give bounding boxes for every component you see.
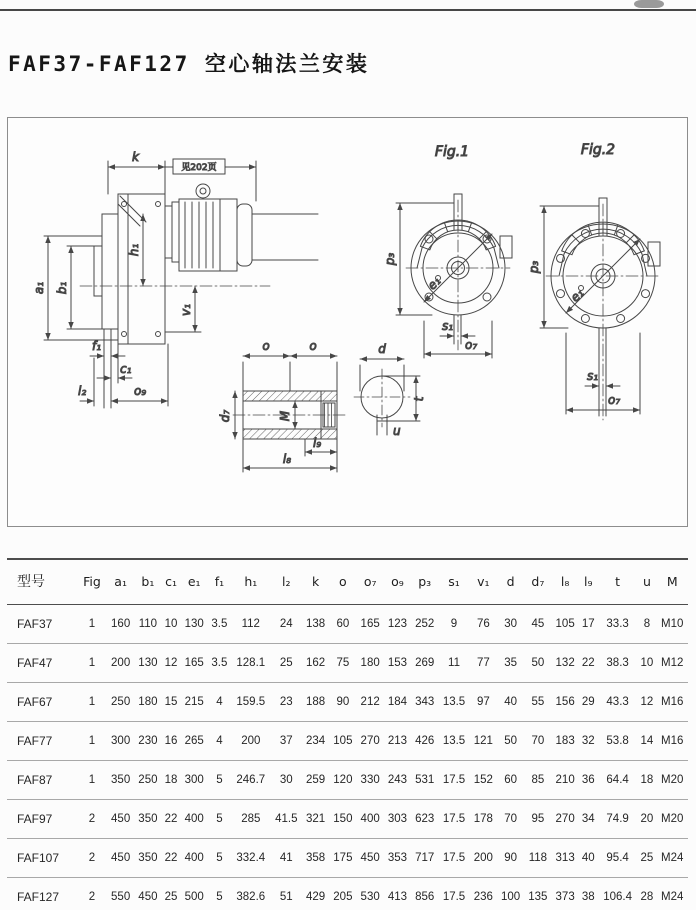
value-cell: 382.6 bbox=[231, 878, 271, 910]
value-cell: 350 bbox=[134, 800, 161, 839]
column-header: f₁ bbox=[208, 559, 231, 605]
value-cell: 25 bbox=[271, 644, 302, 683]
column-header: d₇ bbox=[524, 559, 551, 605]
value-cell: 35 bbox=[497, 644, 524, 683]
value-cell: 110 bbox=[134, 605, 161, 644]
model-cell: FAF87 bbox=[7, 761, 77, 800]
value-cell: 1 bbox=[77, 761, 107, 800]
table-row bbox=[7, 800, 688, 839]
dim-label-o-left: o bbox=[262, 339, 270, 353]
value-cell: 43.3 bbox=[598, 683, 638, 722]
value-cell: 13.5 bbox=[438, 722, 469, 761]
table-wrap bbox=[7, 558, 688, 910]
value-cell: 55 bbox=[524, 683, 551, 722]
header-row bbox=[7, 559, 688, 605]
technical-drawing bbox=[8, 118, 687, 526]
value-cell: 33.3 bbox=[598, 605, 638, 644]
value-cell: 250 bbox=[107, 683, 134, 722]
value-cell: 856 bbox=[411, 878, 438, 910]
value-cell: 150 bbox=[329, 800, 356, 839]
value-cell: 3.5 bbox=[208, 644, 231, 683]
value-cell: 300 bbox=[181, 761, 208, 800]
value-cell: M12 bbox=[656, 644, 688, 683]
value-cell: 1 bbox=[77, 683, 107, 722]
logo-fragment bbox=[634, 0, 664, 8]
value-cell: 24 bbox=[271, 605, 302, 644]
value-cell: 2 bbox=[77, 800, 107, 839]
column-header: d bbox=[497, 559, 524, 605]
value-cell: 70 bbox=[524, 722, 551, 761]
value-cell: 184 bbox=[384, 683, 411, 722]
value-cell: M10 bbox=[656, 605, 688, 644]
value-cell: 426 bbox=[411, 722, 438, 761]
value-cell: 28 bbox=[637, 878, 656, 910]
value-cell: 120 bbox=[329, 761, 356, 800]
value-cell: 205 bbox=[329, 878, 356, 910]
value-cell: 75 bbox=[329, 644, 356, 683]
dim-label-s1-fig1: s₁ bbox=[442, 319, 454, 333]
value-cell: 25 bbox=[637, 839, 656, 878]
value-cell: 9 bbox=[438, 605, 469, 644]
value-cell: 15 bbox=[162, 683, 181, 722]
value-cell: 180 bbox=[134, 683, 161, 722]
column-header: h₁ bbox=[231, 559, 271, 605]
value-cell: 429 bbox=[302, 878, 329, 910]
value-cell: 95 bbox=[524, 800, 551, 839]
value-cell: 175 bbox=[329, 839, 356, 878]
top-divider bbox=[0, 9, 696, 11]
table-row bbox=[7, 683, 688, 722]
dim-label-h1: h₁ bbox=[127, 243, 141, 257]
value-cell: 40 bbox=[579, 839, 598, 878]
value-cell: 270 bbox=[357, 722, 384, 761]
value-cell: 97 bbox=[470, 683, 497, 722]
value-cell: 450 bbox=[357, 839, 384, 878]
dim-label-f1: f₁ bbox=[92, 339, 102, 353]
value-cell: 156 bbox=[552, 683, 579, 722]
dim-label-d7: d₇ bbox=[218, 409, 232, 423]
dim-label-d: d bbox=[378, 342, 386, 356]
value-cell: 180 bbox=[357, 644, 384, 683]
value-cell: 243 bbox=[384, 761, 411, 800]
value-cell: 153 bbox=[384, 644, 411, 683]
dim-label-o9: o₉ bbox=[134, 384, 147, 398]
value-cell: 38 bbox=[579, 878, 598, 910]
value-cell: 10 bbox=[162, 605, 181, 644]
dim-label-s1-fig2: s₁ bbox=[587, 369, 599, 383]
model-cell: FAF67 bbox=[7, 683, 77, 722]
value-cell: 450 bbox=[107, 800, 134, 839]
value-cell: 51 bbox=[271, 878, 302, 910]
column-header: Fig bbox=[77, 559, 107, 605]
value-cell: 70 bbox=[497, 800, 524, 839]
value-cell: 2 bbox=[77, 839, 107, 878]
value-cell: 17.5 bbox=[438, 761, 469, 800]
dimension-table bbox=[7, 558, 688, 910]
value-cell: 60 bbox=[329, 605, 356, 644]
column-header: l₈ bbox=[552, 559, 579, 605]
value-cell: 123 bbox=[384, 605, 411, 644]
value-cell: 14 bbox=[637, 722, 656, 761]
value-cell: 13.5 bbox=[438, 683, 469, 722]
column-header: v₁ bbox=[470, 559, 497, 605]
value-cell: 18 bbox=[637, 761, 656, 800]
value-cell: 45 bbox=[524, 605, 551, 644]
dim-label-o-right: o bbox=[309, 339, 317, 353]
value-cell: 64.4 bbox=[598, 761, 638, 800]
value-cell: 5 bbox=[208, 800, 231, 839]
value-cell: 530 bbox=[357, 878, 384, 910]
value-cell: 18 bbox=[162, 761, 181, 800]
value-cell: 450 bbox=[134, 878, 161, 910]
value-cell: 50 bbox=[497, 722, 524, 761]
dim-label-o7-fig2: o₇ bbox=[608, 393, 621, 407]
dim-label-v1: v₁ bbox=[179, 304, 193, 316]
value-cell: 138 bbox=[302, 605, 329, 644]
value-cell: 4 bbox=[208, 683, 231, 722]
value-cell: 77 bbox=[470, 644, 497, 683]
value-cell: 128.1 bbox=[231, 644, 271, 683]
column-header: s₁ bbox=[438, 559, 469, 605]
dim-label-l8: l₈ bbox=[282, 452, 292, 466]
value-cell: 41 bbox=[271, 839, 302, 878]
dim-label-p3-fig2: p₃ bbox=[527, 260, 541, 274]
value-cell: 37 bbox=[271, 722, 302, 761]
value-cell: 159.5 bbox=[231, 683, 271, 722]
value-cell: 183 bbox=[552, 722, 579, 761]
value-cell: 236 bbox=[470, 878, 497, 910]
value-cell: 332.4 bbox=[231, 839, 271, 878]
value-cell: 165 bbox=[181, 644, 208, 683]
value-cell: 32 bbox=[579, 722, 598, 761]
value-cell: 213 bbox=[384, 722, 411, 761]
value-cell: 500 bbox=[181, 878, 208, 910]
dim-label-e1-fig1: e₁ bbox=[424, 273, 444, 293]
column-header: u bbox=[637, 559, 656, 605]
value-cell: 135 bbox=[524, 878, 551, 910]
value-cell: 132 bbox=[552, 644, 579, 683]
column-header: k bbox=[302, 559, 329, 605]
table-row bbox=[7, 644, 688, 683]
value-cell: 188 bbox=[302, 683, 329, 722]
column-header: p₃ bbox=[411, 559, 438, 605]
dim-label-u: u bbox=[393, 424, 401, 438]
value-cell: 30 bbox=[497, 605, 524, 644]
value-cell: 252 bbox=[411, 605, 438, 644]
value-cell: 40 bbox=[497, 683, 524, 722]
value-cell: 303 bbox=[384, 800, 411, 839]
value-cell: 11 bbox=[438, 644, 469, 683]
value-cell: 165 bbox=[357, 605, 384, 644]
value-cell: 90 bbox=[497, 839, 524, 878]
value-cell: 300 bbox=[107, 722, 134, 761]
value-cell: 60 bbox=[497, 761, 524, 800]
value-cell: 210 bbox=[552, 761, 579, 800]
value-cell: 250 bbox=[134, 761, 161, 800]
dim-label-t: t bbox=[412, 396, 426, 402]
value-cell: 400 bbox=[181, 800, 208, 839]
value-cell: 200 bbox=[470, 839, 497, 878]
value-cell: 313 bbox=[552, 839, 579, 878]
column-header: e₁ bbox=[181, 559, 208, 605]
dimension-table-body bbox=[7, 605, 688, 910]
drawing-panel bbox=[7, 117, 688, 527]
dim-label-k: k bbox=[132, 150, 139, 164]
value-cell: 20 bbox=[637, 800, 656, 839]
value-cell: 270 bbox=[552, 800, 579, 839]
value-cell: 30 bbox=[271, 761, 302, 800]
value-cell: 1 bbox=[77, 722, 107, 761]
value-cell: 162 bbox=[302, 644, 329, 683]
model-cell: FAF97 bbox=[7, 800, 77, 839]
hollow-shaft-detail bbox=[218, 339, 347, 472]
dim-label-c1: c₁ bbox=[120, 362, 132, 376]
value-cell: 22 bbox=[162, 839, 181, 878]
model-cell: FAF37 bbox=[7, 605, 77, 644]
dim-label-a1: a₁ bbox=[32, 281, 46, 295]
value-cell: 74.9 bbox=[598, 800, 638, 839]
value-cell: 358 bbox=[302, 839, 329, 878]
value-cell: 269 bbox=[411, 644, 438, 683]
side-view-gearmotor bbox=[32, 150, 318, 408]
model-cell: FAF107 bbox=[7, 839, 77, 878]
dim-label-l2: l₂ bbox=[78, 384, 87, 398]
value-cell: 12 bbox=[637, 683, 656, 722]
dim-label-M: M bbox=[278, 410, 292, 422]
page-title: FAF37-FAF127 空心轴法兰安装 bbox=[8, 52, 370, 76]
value-cell: 450 bbox=[107, 839, 134, 878]
value-cell: 34 bbox=[579, 800, 598, 839]
value-cell: 413 bbox=[384, 878, 411, 910]
value-cell: M20 bbox=[656, 761, 688, 800]
value-cell: 1 bbox=[77, 605, 107, 644]
value-cell: 29 bbox=[579, 683, 598, 722]
value-cell: 234 bbox=[302, 722, 329, 761]
column-header: o bbox=[329, 559, 356, 605]
table-row bbox=[7, 761, 688, 800]
value-cell: 3.5 bbox=[208, 605, 231, 644]
value-cell: 400 bbox=[357, 800, 384, 839]
fig1-front-view bbox=[383, 144, 512, 358]
value-cell: 53.8 bbox=[598, 722, 638, 761]
column-header: b₁ bbox=[134, 559, 161, 605]
value-cell: 8 bbox=[637, 605, 656, 644]
value-cell: 41.5 bbox=[271, 800, 302, 839]
value-cell: 531 bbox=[411, 761, 438, 800]
value-cell: 350 bbox=[134, 839, 161, 878]
value-cell: 100 bbox=[497, 878, 524, 910]
value-cell: 17 bbox=[579, 605, 598, 644]
value-cell: 130 bbox=[181, 605, 208, 644]
value-cell: 105 bbox=[552, 605, 579, 644]
shaft-cross-section bbox=[354, 342, 426, 438]
table-row bbox=[7, 722, 688, 761]
value-cell: 400 bbox=[181, 839, 208, 878]
value-cell: 350 bbox=[107, 761, 134, 800]
value-cell: 212 bbox=[357, 683, 384, 722]
value-cell: 38.3 bbox=[598, 644, 638, 683]
value-cell: 1 bbox=[77, 644, 107, 683]
value-cell: 118 bbox=[524, 839, 551, 878]
model-cell: FAF77 bbox=[7, 722, 77, 761]
column-header: 型号 bbox=[7, 559, 77, 605]
value-cell: 5 bbox=[208, 839, 231, 878]
value-cell: 623 bbox=[411, 800, 438, 839]
column-header: l₂ bbox=[271, 559, 302, 605]
value-cell: M24 bbox=[656, 878, 688, 910]
table-row bbox=[7, 878, 688, 910]
value-cell: 200 bbox=[231, 722, 271, 761]
dim-label-o7-fig1: o₇ bbox=[465, 338, 478, 352]
dim-label-b1: b₁ bbox=[55, 281, 69, 295]
value-cell: 2 bbox=[77, 878, 107, 910]
value-cell: 22 bbox=[579, 644, 598, 683]
value-cell: 230 bbox=[134, 722, 161, 761]
value-cell: 50 bbox=[524, 644, 551, 683]
value-cell: 5 bbox=[208, 878, 231, 910]
model-cell: FAF47 bbox=[7, 644, 77, 683]
fig2-title: Fig.2 bbox=[580, 142, 616, 158]
table-row bbox=[7, 605, 688, 644]
column-header: o₇ bbox=[357, 559, 384, 605]
value-cell: 22 bbox=[162, 800, 181, 839]
value-cell: 200 bbox=[107, 644, 134, 683]
column-header: l₉ bbox=[579, 559, 598, 605]
value-cell: 17.5 bbox=[438, 839, 469, 878]
column-header: c₁ bbox=[162, 559, 181, 605]
value-cell: 550 bbox=[107, 878, 134, 910]
value-cell: M16 bbox=[656, 722, 688, 761]
value-cell: 259 bbox=[302, 761, 329, 800]
value-cell: 106.4 bbox=[598, 878, 638, 910]
column-header: a₁ bbox=[107, 559, 134, 605]
value-cell: 353 bbox=[384, 839, 411, 878]
value-cell: 25 bbox=[162, 878, 181, 910]
value-cell: 130 bbox=[134, 644, 161, 683]
value-cell: 215 bbox=[181, 683, 208, 722]
column-header: o₉ bbox=[384, 559, 411, 605]
value-cell: 16 bbox=[162, 722, 181, 761]
fig2-front-view bbox=[527, 142, 660, 420]
table-row bbox=[7, 839, 688, 878]
value-cell: 76 bbox=[470, 605, 497, 644]
value-cell: 85 bbox=[524, 761, 551, 800]
value-cell: 121 bbox=[470, 722, 497, 761]
value-cell: 178 bbox=[470, 800, 497, 839]
dimension-table-head bbox=[7, 559, 688, 605]
value-cell: 17.5 bbox=[438, 800, 469, 839]
value-cell: M20 bbox=[656, 800, 688, 839]
see-page-note: 见202页 bbox=[181, 163, 217, 173]
value-cell: 285 bbox=[231, 800, 271, 839]
value-cell: 10 bbox=[637, 644, 656, 683]
value-cell: 160 bbox=[107, 605, 134, 644]
value-cell: 717 bbox=[411, 839, 438, 878]
value-cell: 105 bbox=[329, 722, 356, 761]
column-header: M bbox=[656, 559, 688, 605]
model-cell: FAF127 bbox=[7, 878, 77, 910]
value-cell: 152 bbox=[470, 761, 497, 800]
value-cell: 36 bbox=[579, 761, 598, 800]
value-cell: 90 bbox=[329, 683, 356, 722]
dim-label-e1-fig2: e₁ bbox=[567, 285, 587, 305]
value-cell: 4 bbox=[208, 722, 231, 761]
value-cell: M24 bbox=[656, 839, 688, 878]
column-header: t bbox=[598, 559, 638, 605]
value-cell: 246.7 bbox=[231, 761, 271, 800]
value-cell: 373 bbox=[552, 878, 579, 910]
dim-label-p3-fig1: p₃ bbox=[383, 252, 397, 266]
dim-label-l9: l₉ bbox=[313, 436, 322, 450]
value-cell: 23 bbox=[271, 683, 302, 722]
value-cell: 12 bbox=[162, 644, 181, 683]
value-cell: 95.4 bbox=[598, 839, 638, 878]
value-cell: 265 bbox=[181, 722, 208, 761]
fig1-title: Fig.1 bbox=[434, 144, 470, 160]
value-cell: M16 bbox=[656, 683, 688, 722]
value-cell: 5 bbox=[208, 761, 231, 800]
value-cell: 330 bbox=[357, 761, 384, 800]
value-cell: 321 bbox=[302, 800, 329, 839]
value-cell: 17.5 bbox=[438, 878, 469, 910]
value-cell: 112 bbox=[231, 605, 271, 644]
value-cell: 343 bbox=[411, 683, 438, 722]
